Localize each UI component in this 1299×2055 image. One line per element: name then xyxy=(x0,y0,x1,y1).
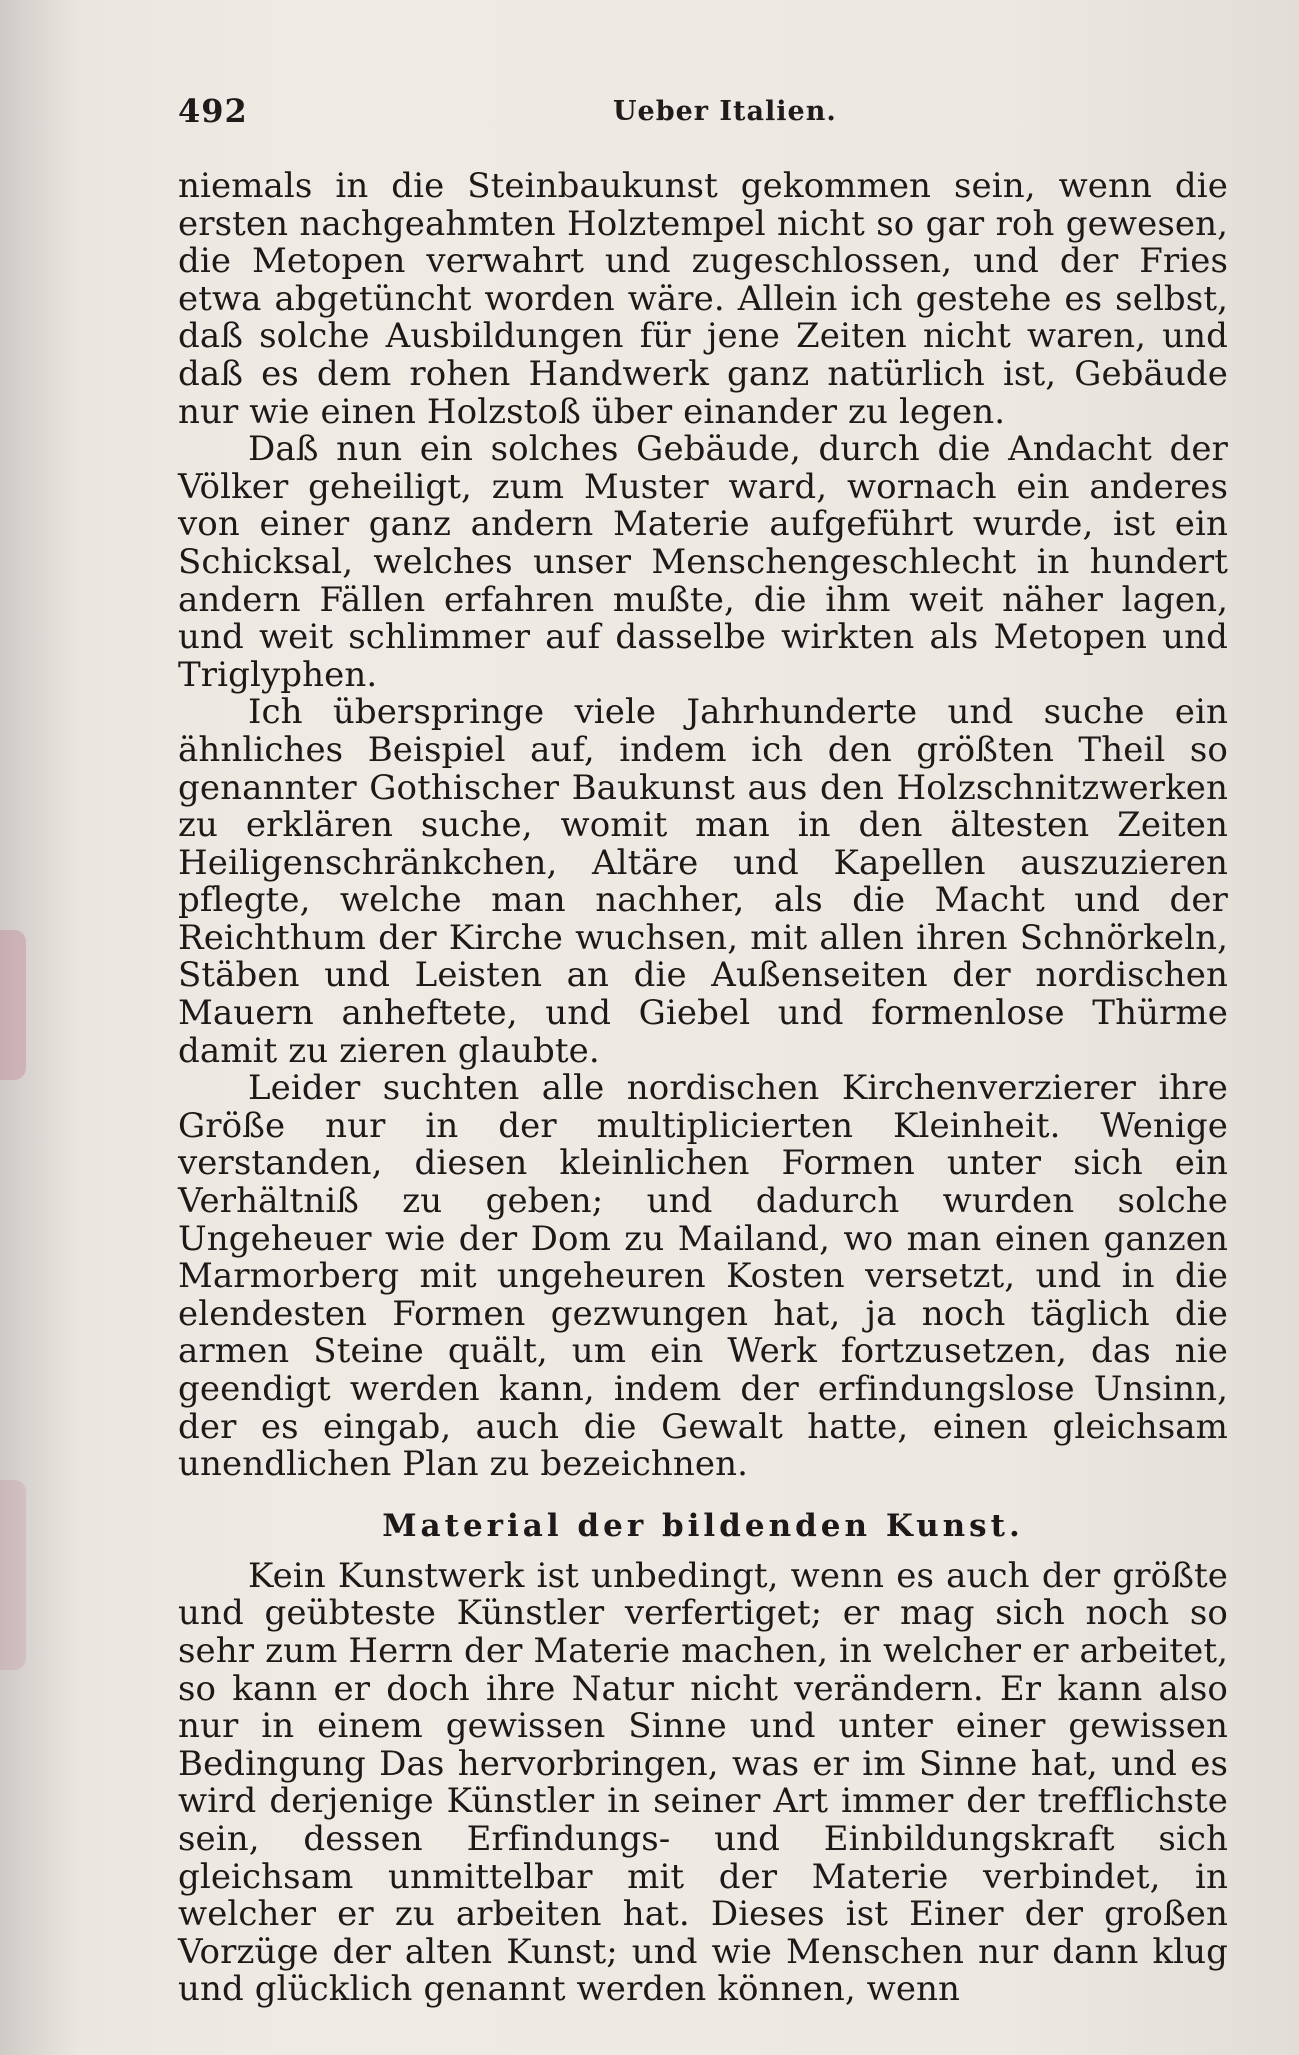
paragraph-4: Leider suchten alle nordischen Kirchenverzierer ihre Größe nur in der multiplicierten Kleinheit. Wenige verstanden, diesen kleinlichen Formen unter sich ein Verhältniß zu geben; und dadurch wurden solche Ungeheuer wie der Dom zu Mailand, wo man einen ganzen Marmorberg mit ungeheuren Kosten versetzt, und in die elendesten Formen gezwungen hat, ja noch täglich die armen Steine quält, um ein Werk fortzusetzen, das nie geendigt werden kann, indem der erfindungslose Unsinn, der es eingab, auch die Gewalt hatte, einen gleichsam unendlichen Plan zu bezeichnen. xyxy=(178,1068,1228,1485)
running-title: Ueber Italien. xyxy=(613,96,837,127)
paragraph-3: Ich überspringe viele Jahrhunderte und suche ein ähnliches Beispiel auf, indem ich den größten Theil so genannter Gothischer Baukunst aus den Holzschnitzwerken zu erklären suche, womit man in den ältesten Zeiten Heiligenschränkchen, Altäre und Kapellen auszuzieren pflegte, welche man nachher, als die Macht und der Reichthum der Kirche wuchsen, mit allen ihren Schnörkeln, Stäben und Leisten an die Außenseiten der nordischen Mauern anheftete, und Giebel und formenlose Thürme damit zu zieren glaubte. xyxy=(178,692,1228,1071)
paragraph-1: niemals in die Steinbaukunst gekommen sein, wenn die ersten nachgeahmten Holztempel nicht so gar roh gewesen, die Metopen verwahrt und zugeschlossen, und der Fries etwa abgetüncht worden wäre. Allein ich gestehe es selbst, daß solche Ausbildungen für jene Zeiten nicht waren, und daß es dem rohen Handwerk ganz natürlich ist, Gebäude nur wie einen Holzstoß über einander zu legen. xyxy=(178,166,1228,432)
paragraph-2: Daß nun ein solches Gebäude, durch die Andacht der Völker geheiligt, zum Muster ward, wornach ein anderes von einer ganz andern Materie aufgeführt wurde, ist ein Schicksal, welches unser Menschengeschlecht in hundert andern Fällen erfahren mußte, die ihm weit näher lagen, und weit schlimmer auf dasselbe wirkten als Metopen und Triglyphen. xyxy=(178,429,1228,695)
section-heading: Material der bildenden Kunst. xyxy=(382,1507,1024,1544)
body-text xyxy=(178,168,1228,2009)
page-stain xyxy=(0,1480,26,1670)
page-stain xyxy=(0,930,26,1080)
section-paragraph: Kein Kunstwerk ist unbedingt, wenn es auch der größte und geübteste Künstler verfertiget; er mag sich noch so sehr zum Herrn der Materie machen, in welcher er arbeitet, so kann er doch ihre Natur nicht verändern. Er kann also nur in einem gewissen Sinne und unter einer gewissen Bedingung Das hervorbringen, was er im Sinne hat, und es wird derjenige Künstler in seiner Art immer der trefflichste sein, dessen Erfindungs- und Einbildungskraft sich gleichsam unmittelbar mit der Materie verbindet, in welcher er zu arbeiten hat. Dieses ist Einer der großen Vorzüge der alten Kunst; und wie Menschen nur dann klug und glücklich genannt werden können, wenn xyxy=(178,1555,1228,2010)
page-header xyxy=(178,92,1228,132)
page-number: 492 xyxy=(178,92,248,130)
